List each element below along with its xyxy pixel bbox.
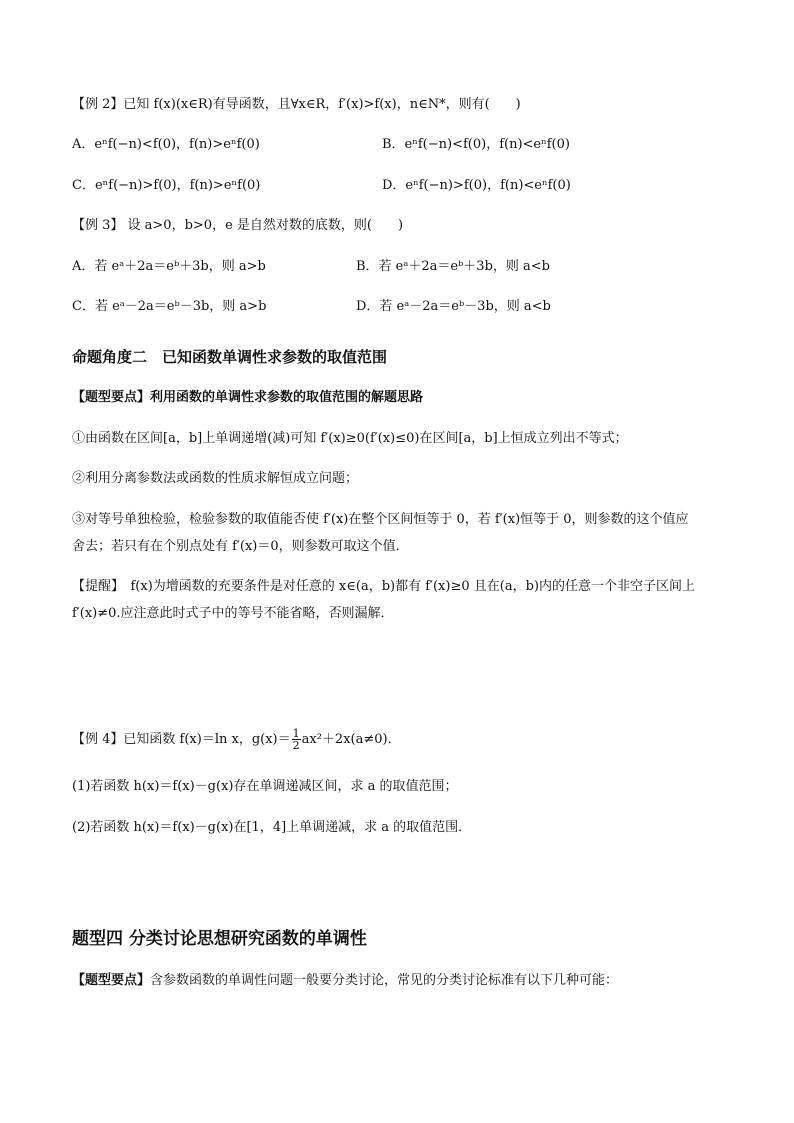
example4-question1: (1)若函数 h(x)＝f(x)－g(x)存在单调递减区间，求 a 的取值范围；	[72, 779, 458, 794]
fraction-numerator: 1	[292, 727, 300, 740]
example2-option-d: D．eⁿf(−n)>f(0)，f(n)<eⁿf(0)	[382, 178, 571, 193]
angle2-step3-line1: ③对等号单独检验，检验参数的取值能否使 f′(x)在整个区间恒等于 0，若 f′(x)恒等于 0，则参数的这个值应	[72, 512, 689, 527]
angle2-tip-line2: f′(x)≠0.应注意此时式子中的等号不能省略，否则漏解．	[72, 606, 394, 621]
example3-stem: 【例 3】 设 a>0，b>0，e 是自然对数的底数，则( )	[72, 218, 404, 233]
type4-key-label: 【题型要点】	[72, 973, 151, 988]
angle2-step2: ②利用分离参数法或函数的性质求解恒成立问题；	[72, 471, 359, 486]
angle2-key-label: 【题型要点】利用函数的单调性求参数的取值范围的解题思路	[72, 390, 424, 405]
type4-key-text: 含参数函数的单调性问题一般要分类讨论，常见的分类讨论标准有以下几种可能：	[150, 973, 619, 988]
example4-stem	[72, 728, 401, 751]
example3-option-a: A．若 eᵃ＋2a＝eᵇ＋3b，则 a>b	[72, 259, 266, 274]
example4-stem-part2: ax²＋2x(a≠0)．	[301, 732, 401, 747]
example4-stem-part1: 【例 4】已知函数 f(x)＝ln x，g(x)＝	[72, 732, 291, 747]
example3-option-c: C．若 eᵃ－2a＝eᵇ－3b，则 a>b	[72, 299, 267, 314]
angle2-step3-line2: 舍去；若只有在个别点处有 f′(x)＝0，则参数可取这个值．	[72, 539, 409, 554]
angle2-step1: ①由函数在区间[a，b]上单调递增(减)可知 f′(x)≥0(f′(x)≤0)在区间[a，b]上恒成立列出不等式；	[72, 431, 628, 446]
example2-option-a: A．eⁿf(−n)<f(0)，f(n)>eⁿf(0)	[72, 137, 260, 152]
example4-fraction	[292, 728, 301, 751]
example2-stem: 【例 2】已知 f(x)(x∈R)有导函数，且∀x∈R，f′(x)>f(x)，n∈N*，则有( )	[72, 97, 521, 112]
example4-question2: (2)若函数 h(x)＝f(x)－g(x)在[1，4]上单调递减，求 a 的取值范围．	[72, 820, 472, 835]
example2-option-b: B．eⁿf(−n)<f(0)，f(n)<eⁿf(0)	[382, 137, 570, 152]
angle2-title: 命题角度二 已知函数单调性求参数的取值范围	[72, 348, 388, 366]
type4-title: 题型四 分类讨论思想研究函数的单调性	[72, 929, 367, 949]
fraction-denominator: 2	[292, 739, 300, 752]
type4-key-line	[72, 972, 618, 990]
example3-option-d: D．若 eᵃ－2a＝eᵇ－3b，则 a<b	[356, 299, 551, 314]
example3-option-b: B．若 eᵃ＋2a＝eᵇ＋3b，则 a<b	[356, 259, 550, 274]
example2-option-c: C．eⁿf(−n)>f(0)，f(n)>eⁿf(0)	[72, 178, 261, 193]
angle2-tip-line1: 【提醒】 f(x)为增函数的充要条件是对任意的 x∈(a，b)都有 f′(x)≥0 且在(a，b)内的任意一个非空子区间上	[72, 579, 695, 594]
